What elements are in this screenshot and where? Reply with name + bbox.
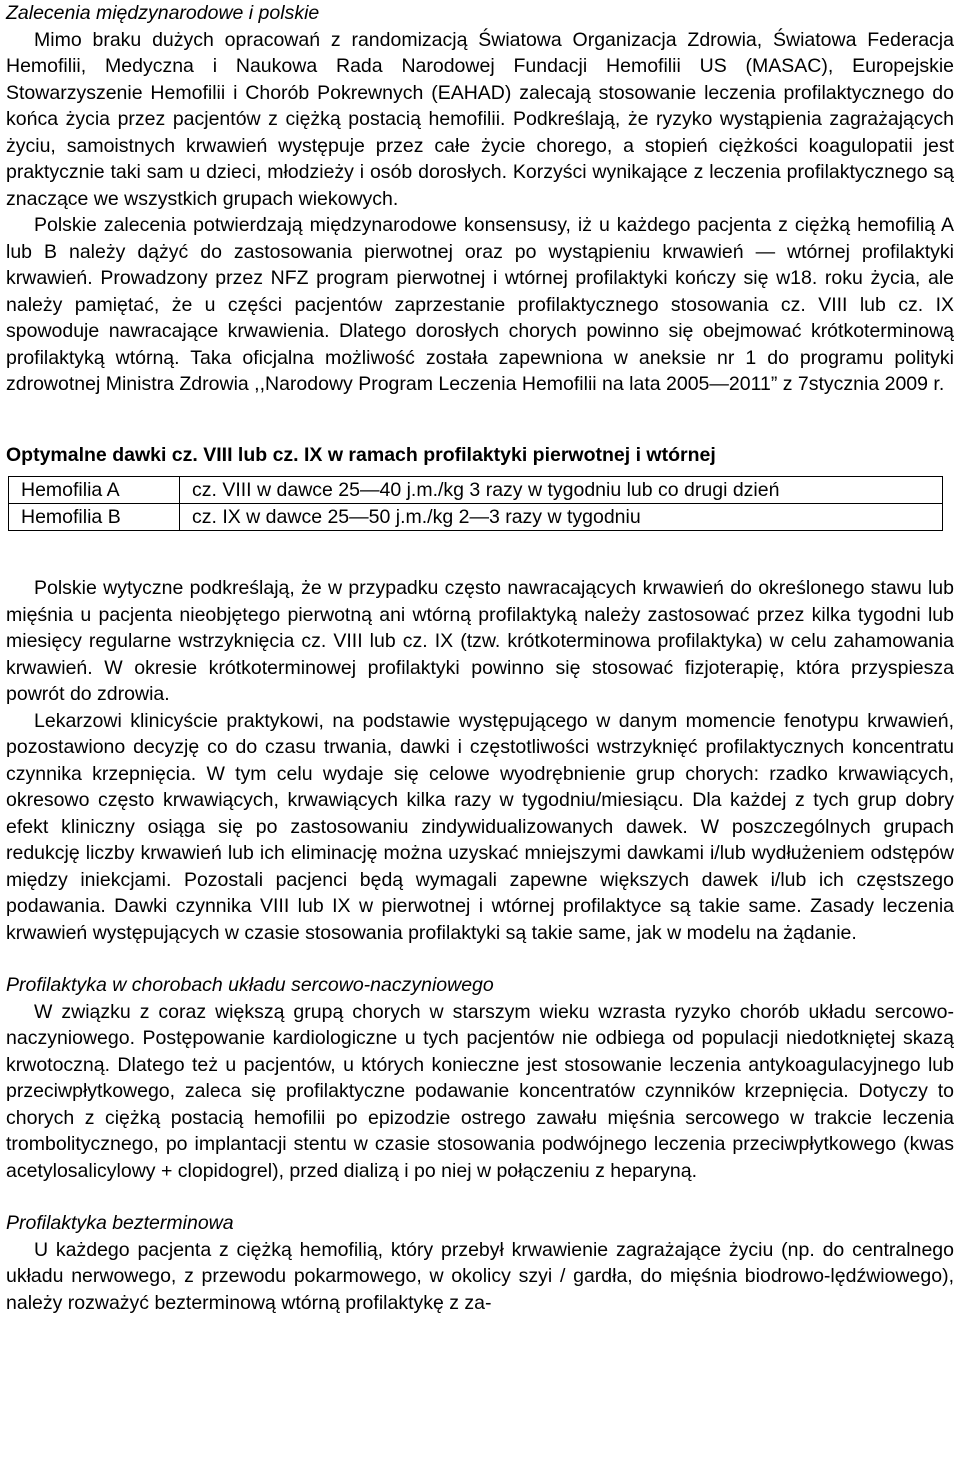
spacer [6,531,954,575]
section-heading-cardiovascular: Profilaktyka w chorobach układu sercowo-naczyniowego [6,974,494,996]
paragraph: Lekarzowi klinicyście praktykowi, na podstawie występującego w danym momencie fenotypu krwawień, pozostawiono decyzję co do czasu trwania, dawki i częstotliwości wstrzyknięć profilaktycznych koncentratu czynnika krzepnięcia. W tym celu wydaje się celowe wyodrębnienie grup chorych: rzadko krwawiących, okresowo często krwawiących, krwawiących kilka razy w tygodniu/miesiącu. Dla każdej z tych grup dobry efekt kliniczny osiąga się po zastosowaniu zindywidualizowanych dawek. W poszczególnych grupach redukcję liczby krwawień lub ich eliminację można uzyskać mniejszymi dawkami i/lub wydłużeniem odstępów między iniekcjami. Pozostali pacjenci będą wymagali zapewne większych dawek i/lub ich częstszego podawania. Dawki czynnika VIII lub IX w pierwotnej i wtórnej profilaktyce są takie same. Zasady leczenia krwawień występujących w czasie stosowania profilaktyki są takie same, jak w modelu na żądanie. [6,709,954,944]
section-heading-indefinite: Profilaktyka bezterminowa [6,1212,234,1234]
paragraph: Polskie zalecenia potwierdzają międzynarodowe konsensusy, iż u każdego pacjenta z ciężką hemofilią A lub B należy dążyć do zastosowania pierwotnej oraz po wystąpieniu krwawień — wtórnej profilaktyki krwawień. Prowadzony przez NFZ program pierwotnej i wtórnej profilaktyki kończy się w18. roku życia, ale należy pamiętać, że u części pacjentów zaprzestanie profilaktycznego stosowania cz. VIII lub cz. IX spowoduje nawracające krwawienia. Dlatego dorosłych chorych powinno się obejmować krótkoterminową profilaktyką wtórną. Taka oficjalna możliwość została zapewniona w aneksie nr 1 do programu polityki zdrowotnej Ministra Zdrowia ,,Narodowy Program Leczenia Hemofilii na lata 2005—2011” z 7stycznia 2009 r. [6,214,954,395]
table-cell-value: cz. VIII w dawce 25—40 j.m./kg 3 razy w tygodniu lub co drugi dzień [180,477,943,504]
paragraph: Mimo braku dużych opracowań z randomizacją Światowa Organizacja Zdrowia, Światowa Federacja Hemofilii, Medyczna i Naukowa Rada Narodowej Fundacji Hemofilii US (MASAC), Europejskie Stowarzyszenie Hemofilii i Chorób Pokrewnych (EAHAD) zalecają stosowanie leczenia profilaktycznego do końca życia przez pacjentów z ciężką postacią hemofilii. Podkreślają, że ryzyko wystąpienia zagrażających życiu, samoistnych krwawień występuje przez całe życie chorego, a stopień ciężkości koagulopatii jest praktycznie taki sam u dzieci, młodzieży i osób dorosłych. Korzyści wynikające z leczenia profilaktycznego są znaczące we wszystkich grupach wiekowych. [6,28,954,210]
table-cell-label: Hemofilia B [9,504,180,531]
table-row [9,504,943,531]
paragraph: Polskie wytyczne podkreślają, że w przypadku często nawracających krwawień do określonego stawu lub mięśnia u pacjenta nieobjętego pierwotną ani wtórną profilaktyką należy zastosować przez kilka tygodni lub miesięcy regularne wstrzyknięcia cz. VIII lub cz. IX (tzw. krótkoterminowa profilaktyka) w celu zahamowania krwawień. W okresie krótkoterminowej profilaktyki powinno się stosować fizjoterapię, która przyspiesza powrót do zdrowia. [6,577,954,705]
spacer [6,1184,954,1210]
section-heading-recommendations: Zalecenia międzynarodowe i polskie [6,2,320,24]
table-cell-value: cz. IX w dawce 25—50 j.m./kg 2—3 razy w tygodniu [180,504,943,531]
section-heading-doses: Optymalne dawki cz. VIII lub cz. IX w ramach profilaktyki pierwotnej i wtórnej [6,443,716,466]
spacer [6,398,954,442]
table-cell-label: Hemofilia A [9,477,180,504]
table-row [9,477,943,504]
spacer [6,946,954,972]
paragraph: W związku z coraz większą grupą chorych w starszym wieku wzrasta ryzyko chorób układu sercowo-naczyniowego. Postępowanie kardiologiczne u tych pacjentów nie odbiega od populacji niedotkniętej skazą krwotoczną. Dlatego też u pacjentów, u których konieczne jest stosowanie leczenia antykoagulacyjnego lub przeciwpłytkowego, zaleca się profilaktyczne podawanie koncentratów czynników krzepnięcia. Dotyczy to chorych z ciężką postacią hemofilii po epizodzie ostrego zawału mięśnia sercowego w trakcie leczenia trombolitycznego, po implantacji stentu w czasie stosowania podwójnego leczenia przeciwpłytkowego (kwas acetylosalicylowy + clopidogrel), przed dializą i po niej w połączeniu z heparyną. [6,1000,954,1182]
doses-table [8,476,943,531]
paragraph: U każdego pacjenta z ciężką hemofilią, który przebył krwawienie zagrażające życiu (np. do centralnego układu nerwowego, z przewodu pokarmowego, w okolicy szyi / gardła, do mięśnia biodrowo-lędźwiowego), należy rozważyć bezterminową wtórną profilaktykę z za- [6,1238,954,1314]
